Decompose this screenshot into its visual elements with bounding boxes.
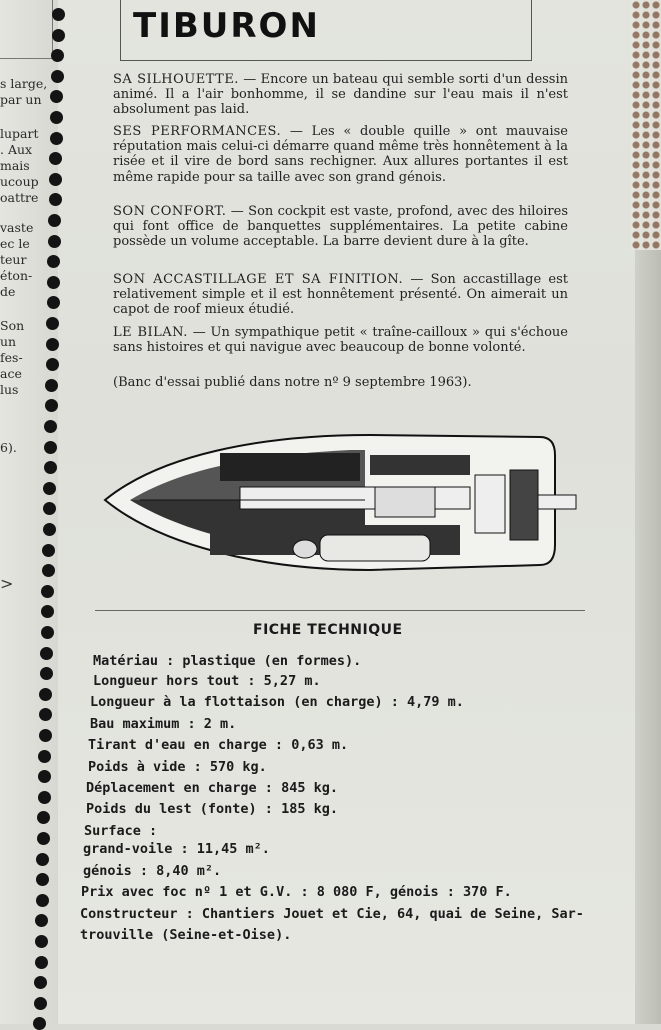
binding-ring [44, 441, 57, 454]
spec-line: Poids à vide : 570 kg. [88, 759, 267, 775]
binding-ring [37, 832, 50, 845]
binding-ring [46, 338, 59, 351]
paragraph-body: — Les « double quille » ont mauvaise réputation mais celui-ci démarre quand même très honnêtement à la risée et il vire de bord sans rechigner. Aux allures portantes il est même rapide pour sa taille avec son grand génois. [113, 124, 568, 185]
left-page-fragment: teur [0, 252, 27, 267]
binding-ring [37, 811, 50, 824]
left-page-fragment: lupart [0, 126, 39, 141]
left-page-fragment: ec le [0, 236, 30, 251]
binding-ring [35, 935, 48, 948]
binding-ring [35, 914, 48, 927]
binding-ring [41, 626, 54, 639]
paragraph-head: SON CONFORT. [113, 204, 227, 219]
binding-ring [36, 873, 49, 886]
section-divider [95, 610, 585, 611]
binding-ring [43, 523, 56, 536]
boat-deck-plan-illustration [100, 425, 585, 585]
title-box [120, 0, 532, 61]
left-page-fragment: s large, [0, 76, 48, 91]
left-page-fragment: un [0, 334, 17, 349]
binding-ring [51, 70, 64, 83]
spec-line: Surface : [84, 823, 158, 839]
paragraph-bilan [113, 325, 568, 355]
left-page-fragment: fes- [0, 350, 23, 365]
binding-ring [46, 358, 59, 371]
binding-ring [49, 173, 62, 186]
binding-ring [39, 708, 52, 721]
paragraph-confort [113, 204, 568, 250]
left-page-fragment: lus [0, 382, 19, 397]
fiche-title: FICHE TECHNIQUE [253, 622, 403, 638]
left-page-fragment: ace [0, 366, 22, 381]
binding-ring [50, 111, 63, 124]
left-page-fragment: vaste [0, 220, 34, 235]
left-page-fragment: ucoup [0, 174, 39, 189]
binding-ring [47, 296, 60, 309]
binding-ring [40, 647, 53, 660]
left-page-fragment: éton- [0, 268, 33, 283]
paragraph-head: SES PERFORMANCES. [113, 124, 282, 139]
left-page-fragment: 6). [0, 440, 17, 455]
binding-rings [30, 0, 66, 1024]
arrow-icon: > [0, 574, 14, 593]
binding-ring [45, 379, 58, 392]
spec-line: grand-voile : 11,45 m². [83, 841, 270, 857]
spec-line: trouville (Seine-et-Oise). [80, 927, 292, 943]
binding-ring [50, 90, 63, 103]
binding-ring [49, 152, 62, 165]
binding-ring [43, 482, 56, 495]
binding-ring [47, 276, 60, 289]
spec-line: Longueur hors tout : 5,27 m. [93, 673, 321, 689]
binding-ring [41, 585, 54, 598]
spec-line: Poids du lest (fonte) : 185 kg. [86, 801, 338, 817]
left-page-fragment: de [0, 284, 16, 299]
left-page-fragment: oattre [0, 190, 39, 205]
binding-ring [36, 894, 49, 907]
binding-ring [36, 853, 49, 866]
left-page-fragment: mais [0, 158, 30, 173]
lace-tablecloth [631, 0, 661, 250]
paragraph-head: SON ACCASTILLAGE ET SA FINITION. [113, 272, 404, 287]
spec-line: Bau maximum : 2 m. [90, 716, 237, 732]
binding-ring [44, 461, 57, 474]
left-page-fragment: par un [0, 92, 42, 107]
spec-line: Déplacement en charge : 845 kg. [86, 780, 338, 796]
paragraph-head: SA SILHOUETTE. [113, 72, 239, 87]
paragraph-accastillage [113, 272, 568, 318]
binding-ring [38, 791, 51, 804]
paragraph-silhouette [113, 72, 568, 118]
spec-line: Constructeur : Chantiers Jouet et Cie, 64, quai de Seine, Sar- [80, 906, 584, 922]
article-note: (Banc d'essai publié dans notre nº 9 septembre 1963). [113, 375, 472, 390]
spec-line: génois : 8,40 m². [83, 863, 222, 879]
binding-ring [39, 688, 52, 701]
binding-ring [47, 255, 60, 268]
binding-ring [42, 564, 55, 577]
binding-ring [40, 667, 53, 680]
binding-ring [41, 605, 54, 618]
binding-ring [48, 235, 61, 248]
spec-line: Tirant d'eau en charge : 0,63 m. [88, 737, 349, 753]
binding-ring [46, 317, 59, 330]
binding-ring [49, 193, 62, 206]
binding-ring [48, 214, 61, 227]
binding-ring [43, 502, 56, 515]
paragraph-body: — Son cockpit est vaste, profond, avec des hiloires qui font office de banquettes supplémentaires. La petite cabine possède un volume acceptable. La barre devient dure à la gîte. [113, 204, 569, 250]
binding-ring [52, 8, 65, 21]
paragraph-body: — Un sympathique petit « traîne-cailloux » qui s'échoue sans histoires et qui navigue avec beaucoup de bonne volonté. [113, 325, 569, 356]
left-page-fragment: Son [0, 318, 25, 333]
binding-ring [44, 420, 57, 433]
binding-ring [45, 399, 58, 412]
binding-ring [38, 750, 51, 763]
paragraph-body: — Son accastillage est relativement simple et il est honnêtement présenté. On aimerait un capot de roof mieux étudié. [113, 272, 568, 318]
left-page-fragment: . Aux [0, 142, 33, 157]
binding-ring [34, 997, 47, 1010]
binding-ring [51, 49, 64, 62]
binding-ring [38, 770, 51, 783]
binding-ring [50, 132, 63, 145]
paragraph-performances [113, 124, 568, 185]
spec-line: Longueur à la flottaison (en charge) : 4,79 m. [90, 694, 464, 710]
binding-ring [52, 29, 65, 42]
spec-line: Prix avec foc nº 1 et G.V. : 8 080 F, génois : 370 F. [81, 884, 512, 900]
paragraph-head: LE BILAN. [113, 325, 188, 340]
binding-ring [35, 956, 48, 969]
article-title: TIBURON [133, 6, 320, 46]
binding-ring [34, 976, 47, 989]
binding-ring [39, 729, 52, 742]
binding-ring [42, 544, 55, 557]
paragraph-body: — Encore un bateau qui semble sorti d'un dessin animé. Il a l'air bonhomme, il se dandine sur l'eau mais il n'est absolument pas laid. [113, 72, 569, 118]
spec-line: Matériau : plastique (en formes). [93, 653, 362, 669]
